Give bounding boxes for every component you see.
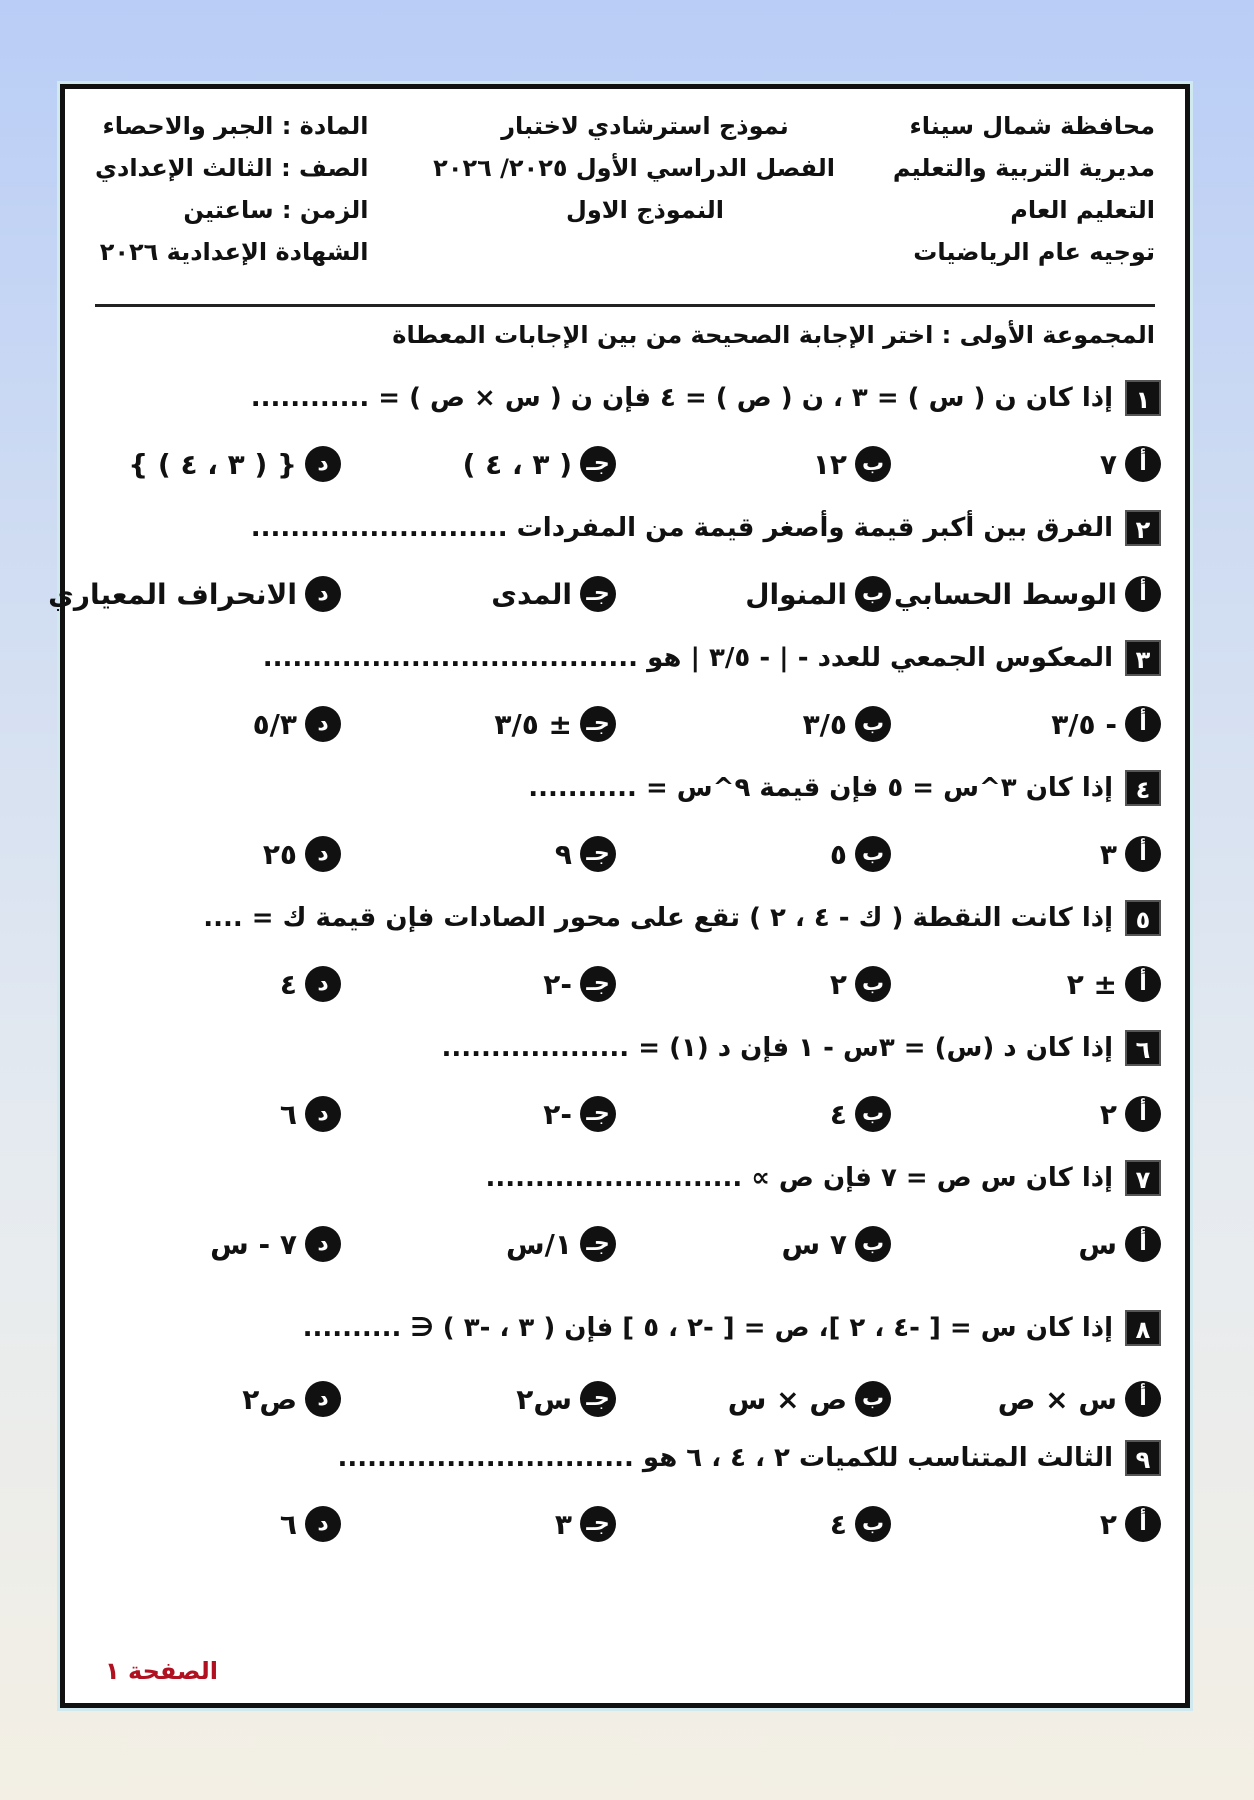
certificate: الشهادة الإعدادية ٢٠٢٦ xyxy=(99,238,369,266)
option-text: ص × س xyxy=(727,1382,847,1416)
option-a[interactable] xyxy=(1100,829,1161,879)
option-d[interactable] xyxy=(280,959,341,1009)
option-letter-c: جـ xyxy=(580,1226,616,1262)
option-text: ٧ - س xyxy=(210,1227,297,1261)
option-letter-c: جـ xyxy=(580,706,616,742)
option-letter-a: أ xyxy=(1125,836,1161,872)
option-letter-c: جـ xyxy=(580,1096,616,1132)
math-supervision: توجيه عام الرياضيات xyxy=(913,238,1155,266)
option-text: -٢ xyxy=(543,1097,572,1131)
option-text: ٧ xyxy=(1099,447,1117,481)
option-text: ± ٣/٥ xyxy=(494,707,572,741)
option-text: ( ٣ ، ٤ ) xyxy=(462,447,572,481)
question-4-options xyxy=(85,829,1161,879)
option-a[interactable] xyxy=(1100,1089,1161,1139)
option-c[interactable] xyxy=(516,1374,616,1424)
option-letter-d: د xyxy=(305,446,341,482)
option-letter-d: د xyxy=(305,1226,341,1262)
option-text: -٢ xyxy=(543,967,572,1001)
option-d[interactable] xyxy=(128,439,341,489)
option-c[interactable] xyxy=(494,699,616,749)
option-letter-d: د xyxy=(305,1381,341,1417)
question-1 xyxy=(85,374,1161,424)
question-text: المعكوس الجمعي للعدد - | - ٣/٥ | هو ...................................... xyxy=(262,643,1113,673)
option-b[interactable] xyxy=(830,1499,891,1549)
option-d[interactable] xyxy=(253,699,341,749)
option-text: ٩ xyxy=(554,837,572,871)
education-type: التعليم العام xyxy=(1010,196,1155,224)
option-b[interactable] xyxy=(830,959,891,1009)
question-3-options xyxy=(85,699,1161,749)
option-letter-d: د xyxy=(305,966,341,1002)
question-9-options xyxy=(85,1499,1161,1549)
question-5-options xyxy=(85,959,1161,1009)
option-text: ١/س xyxy=(506,1227,572,1261)
option-letter-b: ب xyxy=(855,446,891,482)
option-a[interactable] xyxy=(998,1374,1161,1424)
option-a[interactable] xyxy=(1078,1219,1161,1269)
question-text: إذا كانت النقطة ( ك - ٤ ، ٢ ) تقع على محور الصادات فإن قيمة ك = .... xyxy=(203,903,1113,933)
question-text: إذا كان س = [ -٤ ، ٢ ]، ص = [ -٢ ، ٥ ] فإن ( ٣ ، -٣ ) ∈ .......... xyxy=(302,1313,1113,1343)
option-letter-b: ب xyxy=(855,1506,891,1542)
option-letter-b: ب xyxy=(855,1226,891,1262)
question-6 xyxy=(85,1024,1161,1074)
option-text: ٢٥ xyxy=(262,837,297,871)
option-text: ٧ س xyxy=(781,1227,847,1261)
option-c[interactable] xyxy=(543,959,616,1009)
option-c[interactable] xyxy=(555,829,616,879)
option-text: ٣/٥ xyxy=(802,707,847,741)
option-text: ٤ xyxy=(829,1507,847,1541)
option-letter-b: ب xyxy=(855,706,891,742)
question-2 xyxy=(85,504,1161,554)
header-subject-info xyxy=(95,105,369,273)
option-letter-a: أ xyxy=(1125,1506,1161,1542)
option-text: ٢ xyxy=(1099,1097,1117,1131)
option-text: ٢ xyxy=(829,967,847,1001)
option-d[interactable] xyxy=(280,1499,341,1549)
option-d[interactable] xyxy=(280,1089,341,1139)
option-text: ٤ xyxy=(279,967,297,1001)
question-7 xyxy=(85,1154,1161,1204)
question-number: ٤ xyxy=(1125,770,1161,806)
question-3 xyxy=(85,634,1161,684)
exam-sheet xyxy=(48,84,1190,1708)
option-letter-c: جـ xyxy=(580,1506,616,1542)
directorate: مديرية التربية والتعليم xyxy=(892,154,1155,182)
question-8-options xyxy=(85,1374,1161,1424)
question-text: الفرق بين أكبر قيمة وأصغر قيمة من المفردات .......................... xyxy=(250,513,1113,543)
question-text: إذا كان ٣^س = ٥ فإن قيمة ٩^س = ........... xyxy=(528,773,1113,803)
option-text: س × ص xyxy=(997,1382,1117,1416)
option-letter-c: جـ xyxy=(580,1381,616,1417)
option-text: س٢ xyxy=(516,1382,572,1416)
option-text: - ٣/٥ xyxy=(1051,707,1117,741)
option-letter-d: د xyxy=(305,706,341,742)
question-4 xyxy=(85,764,1161,814)
option-text: ٦ xyxy=(279,1097,297,1131)
option-letter-b: ب xyxy=(855,836,891,872)
option-letter-d: د xyxy=(305,576,341,612)
option-b[interactable] xyxy=(728,1374,891,1424)
option-d[interactable] xyxy=(48,569,341,619)
question-text: إذا كان س ص = ٧ فإن ص ∝ .......................... xyxy=(485,1163,1113,1193)
option-text: المدى xyxy=(491,577,572,611)
question-number: ٦ xyxy=(1125,1030,1161,1066)
question-5 xyxy=(85,894,1161,944)
option-text: ٦ xyxy=(279,1507,297,1541)
option-text: ٥/٣ xyxy=(252,707,297,741)
option-letter-a: أ xyxy=(1125,1096,1161,1132)
page-number: الصفحة ١ xyxy=(105,1657,219,1685)
model-number: النموذج الاول xyxy=(566,196,724,224)
option-text: ٤ xyxy=(829,1097,847,1131)
option-b[interactable] xyxy=(830,1089,891,1139)
option-letter-b: ب xyxy=(855,1096,891,1132)
option-b[interactable] xyxy=(745,569,891,619)
option-text: ٣ xyxy=(1099,837,1117,871)
option-letter-b: ب xyxy=(855,576,891,612)
option-text: المنوال xyxy=(745,577,847,611)
question-number: ٥ xyxy=(1125,900,1161,936)
question-6-options xyxy=(85,1089,1161,1139)
exam-header xyxy=(95,105,1155,265)
option-text: ٢ xyxy=(1099,1507,1117,1541)
option-b[interactable] xyxy=(813,439,891,489)
group-title: المجموعة الأولى : اختر الإجابة الصحيحة من بين الإجابات المعطاة xyxy=(392,321,1155,349)
option-text: ± ٢ xyxy=(1066,967,1117,1001)
header-authority xyxy=(893,105,1155,273)
question-text: الثالث المتناسب للكميات ٢ ، ٤ ، ٦ هو .............................. xyxy=(337,1443,1113,1473)
question-text: إذا كان د (س) = ٣س - ١ فإن د (١) = ................... xyxy=(441,1033,1113,1063)
option-letter-b: ب xyxy=(855,966,891,1002)
option-letter-a: أ xyxy=(1125,706,1161,742)
option-b[interactable] xyxy=(782,1219,891,1269)
option-c[interactable] xyxy=(463,439,616,489)
subject: المادة : الجبر والاحصاء xyxy=(102,112,369,140)
option-letter-a: أ xyxy=(1125,1226,1161,1262)
question-1-options xyxy=(85,439,1161,489)
question-2-options xyxy=(48,569,1161,619)
option-c[interactable] xyxy=(491,569,616,619)
duration: الزمن : ساعتين xyxy=(183,196,369,224)
grade: الصف : الثالث الإعدادي xyxy=(95,154,369,182)
option-b[interactable] xyxy=(803,699,891,749)
option-c[interactable] xyxy=(543,1089,616,1139)
option-letter-c: جـ xyxy=(580,576,616,612)
question-number: ٩ xyxy=(1125,1440,1161,1476)
option-text: ص٢ xyxy=(242,1382,297,1416)
option-a[interactable] xyxy=(1100,439,1161,489)
option-b[interactable] xyxy=(830,829,891,879)
option-letter-d: د xyxy=(305,836,341,872)
option-a[interactable] xyxy=(1100,1499,1161,1549)
option-d[interactable] xyxy=(210,1219,341,1269)
option-c[interactable] xyxy=(506,1219,616,1269)
governorate: محافظة شمال سيناء xyxy=(909,112,1155,140)
header-exam-info xyxy=(433,105,835,231)
option-d[interactable] xyxy=(242,1374,341,1424)
option-text: { ( ٣ ، ٤ ) } xyxy=(128,447,297,481)
question-7-options xyxy=(85,1219,1161,1269)
option-c[interactable] xyxy=(555,1499,616,1549)
option-letter-c: جـ xyxy=(580,836,616,872)
option-letter-d: د xyxy=(305,1506,341,1542)
option-text: ٥ xyxy=(829,837,847,871)
question-number: ٣ xyxy=(1125,640,1161,676)
option-letter-b: ب xyxy=(855,1381,891,1417)
option-a[interactable] xyxy=(1067,959,1161,1009)
option-letter-a: أ xyxy=(1125,1381,1161,1417)
question-text: إذا كان ن ( س ) = ٣ ، ن ( ص ) = ٤ فإن ن ( س × ص ) = ............ xyxy=(250,383,1113,413)
option-a[interactable] xyxy=(894,569,1161,619)
question-8 xyxy=(85,1304,1161,1354)
option-d[interactable] xyxy=(263,829,341,879)
option-text: س xyxy=(1078,1227,1117,1261)
option-a[interactable] xyxy=(1051,699,1161,749)
option-text: الانحراف المعياري xyxy=(48,577,297,611)
option-text: ١٢ xyxy=(812,447,847,481)
question-number: ٧ xyxy=(1125,1160,1161,1196)
header-divider xyxy=(95,304,1155,307)
question-number: ١ xyxy=(1125,380,1161,416)
option-letter-d: د xyxy=(305,1096,341,1132)
option-text: الوسط الحسابي xyxy=(893,577,1117,611)
question-number: ٨ xyxy=(1125,1310,1161,1346)
question-9 xyxy=(85,1434,1161,1484)
question-number: ٢ xyxy=(1125,510,1161,546)
option-text: ٣ xyxy=(554,1507,572,1541)
option-letter-a: أ xyxy=(1125,446,1161,482)
option-letter-a: أ xyxy=(1125,576,1161,612)
option-letter-a: أ xyxy=(1125,966,1161,1002)
exam-type: نموذج استرشادي لاختبار xyxy=(501,112,789,140)
option-letter-c: جـ xyxy=(580,966,616,1002)
term: الفصل الدراسي الأول ٢٠٢٥/ ٢٠٢٦ xyxy=(433,154,835,182)
option-letter-c: جـ xyxy=(580,446,616,482)
